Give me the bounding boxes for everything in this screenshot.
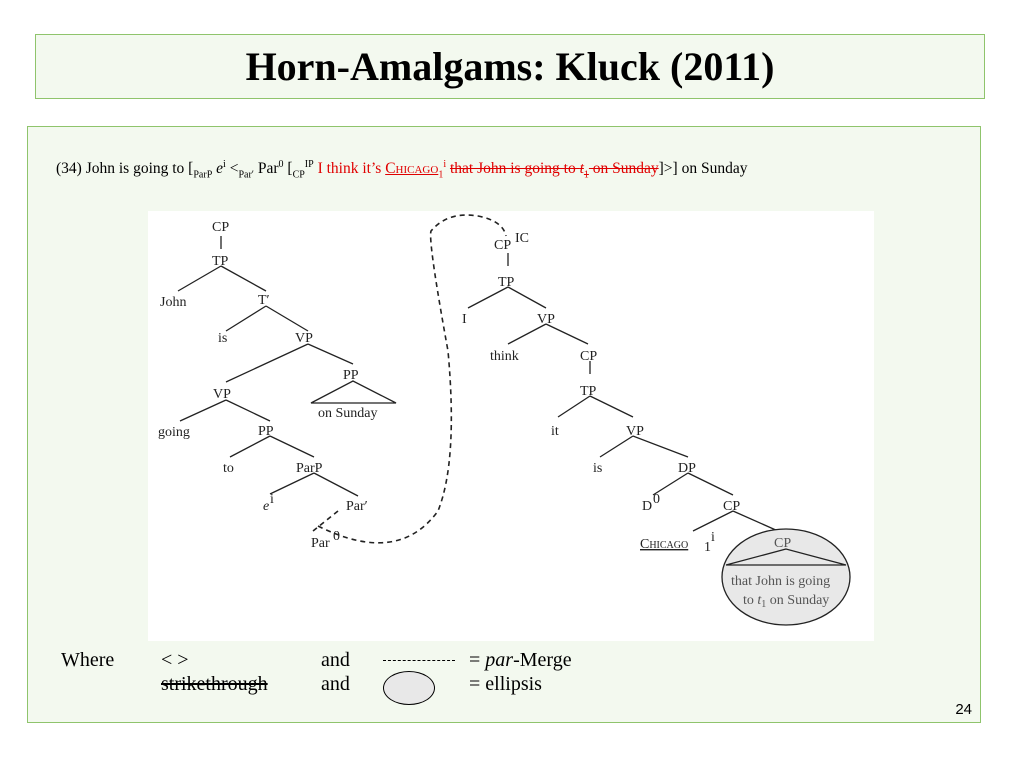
dashed-line-sample <box>383 660 455 661</box>
example-sentence <box>56 159 747 180</box>
left-parprime: Par′ <box>346 499 368 514</box>
e-index: i <box>223 159 226 170</box>
par0-dashed-branch <box>313 511 338 531</box>
right-cp-sup: IC <box>515 231 529 246</box>
legend-and-2: and <box>321 673 350 695</box>
right-vp: VP <box>537 312 555 327</box>
parp-label: ParP <box>193 169 213 181</box>
legend-merge: -Merge <box>513 649 572 671</box>
ellipsis-to: to <box>743 593 758 608</box>
left-parp: ParP <box>296 461 323 476</box>
legend-and-1: and <box>321 649 350 671</box>
cp-label: CP <box>292 169 305 181</box>
left-vp: VP <box>295 331 313 346</box>
open-cp-bracket: [ <box>287 160 293 178</box>
right-d0: D <box>642 499 653 514</box>
chicago-sup: i <box>443 159 447 170</box>
example-number: (34) <box>56 160 82 178</box>
right-chicago-sub: 1 <box>704 540 711 555</box>
ellipsis-line1: that John is going <box>731 574 831 589</box>
left-pp-top: PP <box>343 368 359 383</box>
chicago-word: Chicago <box>385 160 439 178</box>
struck-sub: 1 <box>583 169 589 181</box>
right-dp: DP <box>678 461 696 476</box>
left-par0-sup: 0 <box>333 529 340 544</box>
ellipsis-on-sunday: on Sunday <box>766 593 830 608</box>
right-think: think <box>490 349 519 364</box>
left-vp2: VP <box>213 387 231 402</box>
title-box <box>35 34 985 99</box>
left-on-sunday: on Sunday <box>318 406 378 421</box>
left-going: going <box>158 425 190 440</box>
left-e-index: i <box>270 492 274 507</box>
legend-par-italic: par <box>485 649 514 671</box>
right-vp2: VP <box>626 424 644 439</box>
right-cp3: CP <box>723 499 741 514</box>
struck-text-a: that John is going to <box>449 160 580 178</box>
legend-par-merge <box>469 649 572 672</box>
left-par0: Par <box>311 536 330 551</box>
right-tp2: TP <box>580 384 597 399</box>
struck-t: t <box>579 160 584 178</box>
ellipsis-sub: 1 <box>761 599 767 610</box>
legend-where: Where <box>61 649 115 671</box>
left-pp: PP <box>258 424 274 439</box>
syntax-tree <box>148 211 874 641</box>
right-i: I <box>462 312 467 327</box>
left-tree-branches <box>178 236 396 496</box>
ip-label: IP <box>304 159 314 170</box>
right-chicago-sup: i <box>711 530 715 545</box>
left-cp: CP <box>212 220 230 235</box>
right-cp: CP <box>494 238 512 253</box>
slide-title: Horn-Amalgams: Kluck (2011) <box>245 44 775 89</box>
right-chicago: Chicago <box>640 537 689 552</box>
par0-label: Par <box>257 160 279 178</box>
legend-brackets: < > <box>161 649 189 671</box>
right-cp2: CP <box>580 349 598 364</box>
right-tree-branches <box>468 253 778 531</box>
legend-strikethrough: strikethrough <box>161 673 268 695</box>
left-to: to <box>223 461 234 476</box>
legend <box>61 649 761 709</box>
struck-text-c: on Sunday <box>588 160 659 178</box>
content-box <box>27 126 981 723</box>
parprime-label: Par′ <box>238 169 254 181</box>
ellipsis-sample-icon <box>383 671 435 705</box>
chicago-sub: 1 <box>438 169 444 181</box>
left-tp: TP <box>212 254 229 269</box>
ellipsis-t: t <box>757 593 762 608</box>
syntax-tree-panel <box>148 211 874 641</box>
ellipsis-line2 <box>743 593 829 610</box>
lt-bracket: < <box>229 160 239 178</box>
ellipsis-cp: CP <box>774 536 792 551</box>
left-is: is <box>218 331 228 346</box>
right-d0-sup: 0 <box>653 492 660 507</box>
e-symbol: e <box>216 160 224 178</box>
right-tp: TP <box>498 275 515 290</box>
example-tail: ]>] on Sunday <box>658 160 748 178</box>
example-lead: John is going to [ <box>85 160 194 178</box>
legend-equals-1: = <box>469 649 486 671</box>
legend-ellipsis: = ellipsis <box>469 673 542 695</box>
right-is: is <box>593 461 603 476</box>
page-number: 24 <box>955 701 972 718</box>
left-john: John <box>160 295 187 310</box>
par0-zero: 0 <box>278 159 284 170</box>
right-it: it <box>551 424 559 439</box>
red-text: I think it’s <box>317 160 386 178</box>
left-e: e <box>263 499 270 514</box>
left-tbar: T′ <box>258 293 270 308</box>
